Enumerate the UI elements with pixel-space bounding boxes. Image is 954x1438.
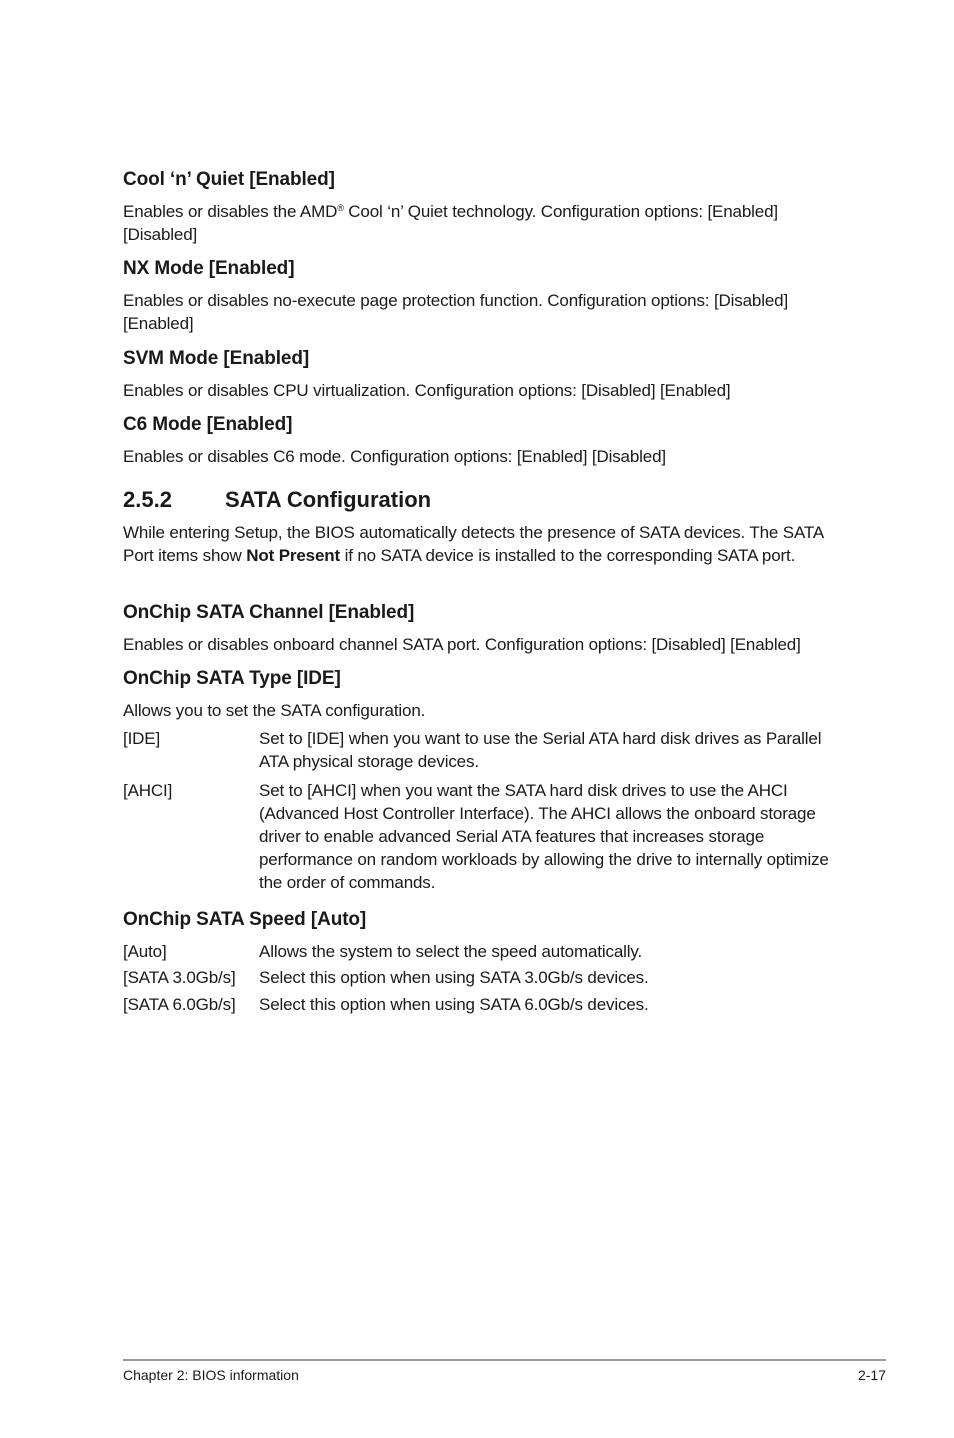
option-key: [SATA 6.0Gb/s]	[123, 995, 236, 1014]
intro-bold-term: Not Present	[246, 546, 341, 565]
sata-configuration-intro	[123, 521, 843, 567]
intro-part-a: While entering Setup, the BIOS automatically detects the presence of SATA devices. The SATA Port items show	[123, 523, 824, 565]
cool-desc-part-a: Enables or disables the AMD	[123, 202, 338, 221]
option-value: Select this option when using SATA 6.0Gb/s devices.	[259, 995, 649, 1014]
footer-divider	[123, 1359, 886, 1361]
cool-n-quiet-description	[123, 200, 843, 246]
svm-mode-description: Enables or disables CPU virtualization. Configuration options: [Disabled] [Enabled]	[123, 381, 731, 400]
footer-page-number: 2-17	[857, 1367, 886, 1383]
option-value: Allows the system to select the speed automatically.	[259, 942, 643, 961]
option-key: [IDE]	[123, 729, 161, 748]
sata-configuration-heading	[123, 487, 431, 513]
nx-mode-heading: NX Mode [Enabled]	[123, 258, 295, 279]
c6-mode-description: Enables or disables C6 mode. Configuration options: [Enabled] [Disabled]	[123, 447, 666, 466]
option-key: [AHCI]	[123, 781, 173, 800]
svm-mode-heading: SVM Mode [Enabled]	[123, 348, 310, 369]
section-number: 2.5.2	[123, 487, 172, 512]
footer-chapter: Chapter 2: BIOS information	[123, 1367, 299, 1383]
registered-mark: ®	[337, 203, 344, 213]
cool-desc-part-b: Cool ‘n’ Quiet technology. Configuration options: [Enabled] [Disabled]	[123, 202, 778, 244]
sata-channel-description: Enables or disables onboard channel SATA port. Configuration options: [Disabled] [Enabled]	[123, 635, 801, 654]
option-key: [SATA 3.0Gb/s]	[123, 968, 236, 987]
option-value: Set to [AHCI] when you want the SATA hard disk drives to use the AHCI (Advanced Host Controller Interface). The AHCI allows the onboard storage driver to enable advanced Serial ATA features that increases storage performance on random workloads by allowing the drive to internally optimize the order of commands.	[259, 781, 829, 892]
option-key: [Auto]	[123, 942, 167, 961]
sata-type-description: Allows you to set the SATA configuration.	[123, 701, 426, 720]
intro-part-b: if no SATA device is installed to the corresponding SATA port.	[340, 546, 796, 565]
section-title: SATA Configuration	[225, 487, 432, 512]
sata-channel-heading: OnChip SATA Channel [Enabled]	[123, 602, 415, 623]
sata-type-heading: OnChip SATA Type [IDE]	[123, 668, 341, 689]
option-value: Set to [IDE] when you want to use the Serial ATA hard disk drives as Parallel ATA physical storage devices.	[259, 729, 822, 771]
sata-speed-heading: OnChip SATA Speed [Auto]	[123, 909, 367, 930]
nx-mode-description: Enables or disables no-execute page protection function. Configuration options: [Disabled] [Enabled]	[123, 291, 789, 333]
c6-mode-heading: C6 Mode [Enabled]	[123, 414, 293, 435]
cool-n-quiet-heading: Cool ‘n’ Quiet [Enabled]	[123, 169, 335, 190]
option-value: Select this option when using SATA 3.0Gb/s devices.	[259, 968, 649, 987]
